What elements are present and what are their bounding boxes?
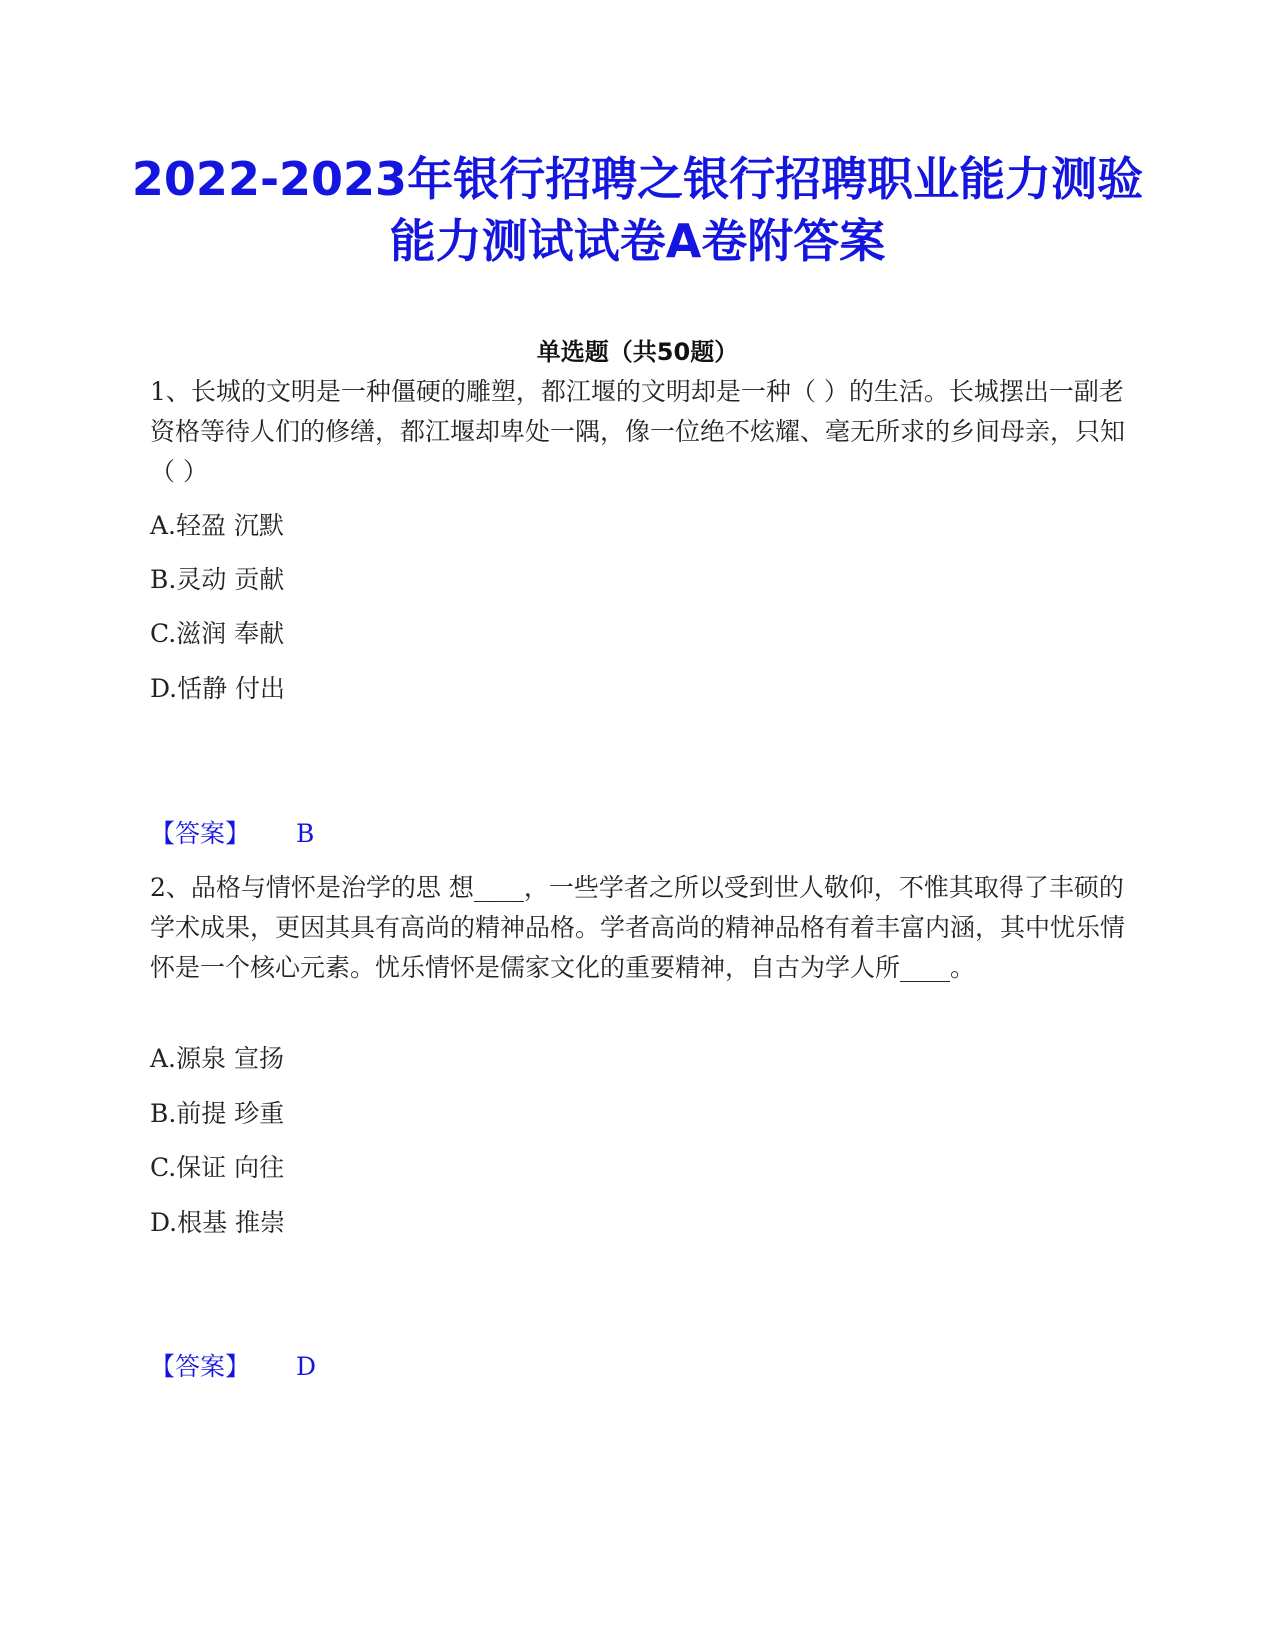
question-1-option-d: D.恬静 付出 bbox=[150, 674, 286, 703]
answer-label: 【答案】 bbox=[150, 1352, 251, 1381]
question-1-option-c: C.滋润 奉献 bbox=[150, 619, 285, 648]
question-2-answer bbox=[150, 1351, 316, 1383]
question-1-option-b: B.灵动 贡献 bbox=[150, 565, 285, 594]
section-heading: 单选题（共50题） bbox=[536, 338, 739, 366]
question-2-option-c: C.保证 向往 bbox=[150, 1153, 285, 1182]
question-2-option-b: B.前提 珍重 bbox=[150, 1099, 285, 1128]
question-1-option-a: A.轻盈 沉默 bbox=[150, 511, 284, 540]
document-title: 2022-2023年银行招聘之银行招聘职业能力测验能力测试试卷A卷附答案 bbox=[131, 152, 1144, 268]
question-1-answer bbox=[150, 818, 314, 850]
question-2-text: 2、品格与情怀是治学的思 想____，一些学者之所以受到世人敬仰，不惟其取得了丰硕的学术成果，更因其具有高尚的精神品格。学者高尚的精神品格有着丰富内涵，其中忧乐情怀是一个核心元素。忧乐情怀是儒家文化的重要精神，自古为学人所____。 bbox=[150, 873, 1126, 982]
question-2-option-d: D.根基 推崇 bbox=[150, 1208, 286, 1237]
question-2-option-a: A.源泉 宣扬 bbox=[150, 1044, 284, 1073]
answer-label: 【答案】 bbox=[150, 819, 251, 848]
answer-value: D bbox=[296, 1352, 317, 1381]
answer-value: B bbox=[296, 819, 315, 848]
question-1-text: 1、长城的文明是一种僵硬的雕塑，都江堰的文明却是一种（ ）的生活。长城摆出一副老资格等待人们的修缮，都江堰却卑处一隅，像一位绝不炫耀、毫无所求的乡间母亲，只知（ ） bbox=[150, 377, 1126, 486]
